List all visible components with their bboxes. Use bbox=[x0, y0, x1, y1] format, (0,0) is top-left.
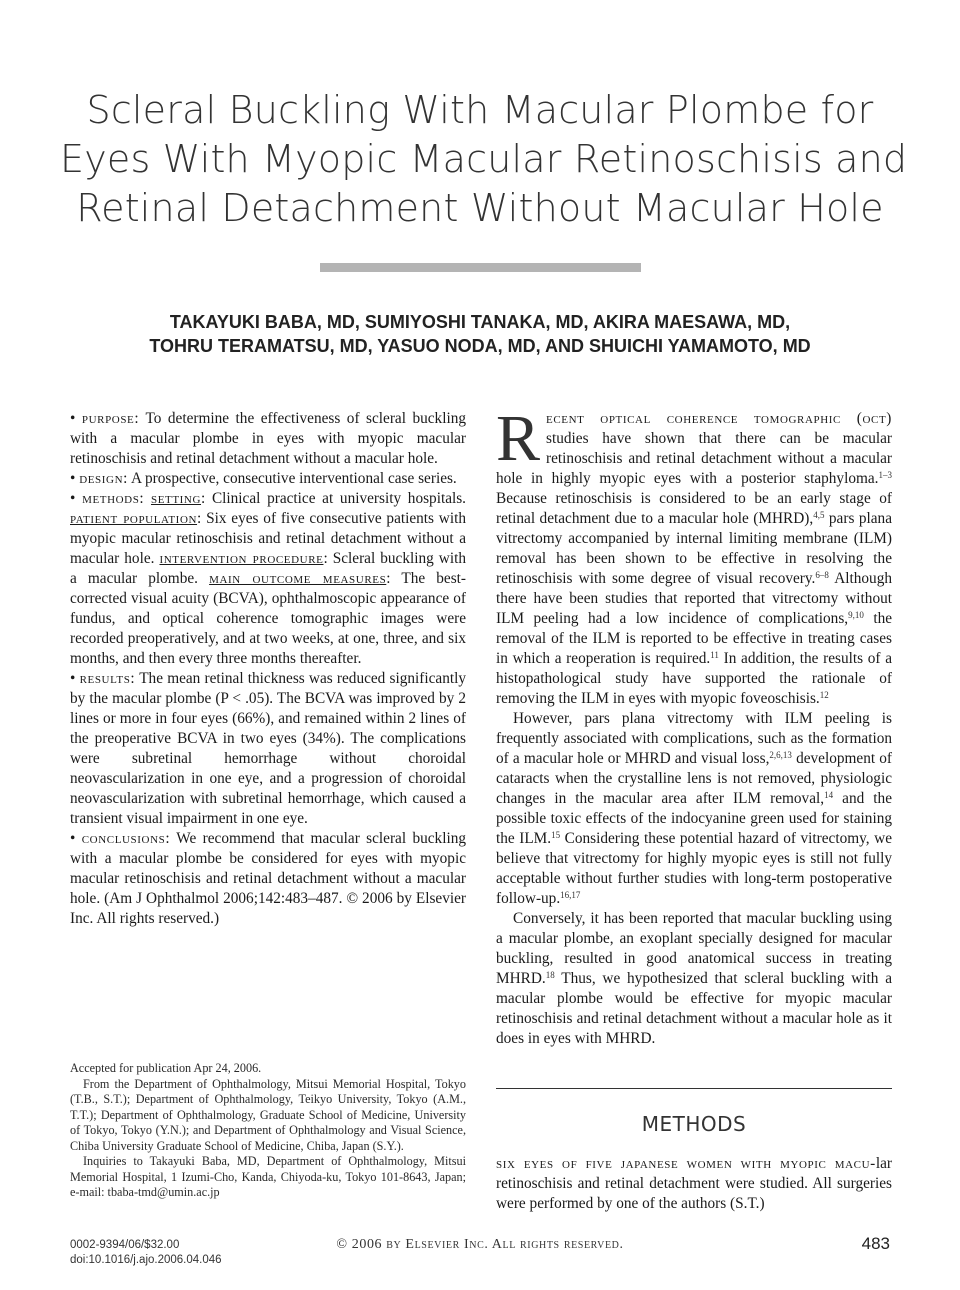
authors-line-2: TOHRU TERAMATSU, MD, YASUO NODA, MD, AND SHUICHI YAMAMOTO, MD bbox=[149, 336, 811, 356]
text-run: studies have shown that there can be macular retinoschisis and retinal detachment without a macular hole in highly myopic eyes with a posterior staphyloma. bbox=[496, 430, 892, 487]
population-text: : Six eyes of five consecutive patients with myopic macular retinoschisis and retinal detachment without a macular hole. bbox=[70, 510, 467, 567]
intro-paragraph-2 bbox=[496, 709, 892, 909]
text-run: Although there have been studies that reported that vitrectomy without ILM peeling had a low incidence of complications, bbox=[496, 570, 892, 627]
abstract-results bbox=[70, 669, 466, 829]
citation: 12 bbox=[819, 690, 829, 700]
footer-identifiers bbox=[70, 1238, 222, 1267]
citation: 14 bbox=[824, 790, 834, 800]
title-line-3: Retinal Detachment Without Macular Hole bbox=[76, 186, 884, 230]
section-divider bbox=[496, 1088, 892, 1089]
citation: 18 bbox=[545, 970, 555, 980]
text-run: development of cataracts when the crystalline lens is not removed, physiologic changes in the macular area after ILM removal, bbox=[496, 750, 892, 807]
abstract-methods bbox=[70, 489, 466, 669]
bullet: • bbox=[70, 830, 76, 847]
abstract-conclusions bbox=[70, 829, 466, 929]
text-run: However, pars plana vitrectomy with ILM peeling is frequently associated with complications, such as the formation of a macular hole or MHRD and visual loss, bbox=[496, 710, 892, 767]
bullet: • bbox=[70, 410, 76, 427]
issn-price: 0002-9394/06/$32.00 bbox=[70, 1239, 180, 1251]
design-text: A prospective, consecutive interventional case series. bbox=[127, 470, 457, 487]
citation: 16,17 bbox=[560, 890, 581, 900]
doi: doi:10.1016/j.ajo.2006.04.046 bbox=[70, 1253, 222, 1266]
title-divider bbox=[320, 263, 641, 272]
population-label: patient population bbox=[70, 510, 198, 527]
text-run: Conversely, it has been reported that macular buckling using a macular plombe, an exoplant specially designed for macular buckling, resulted in good anatomical success in treating MHRD. bbox=[496, 910, 892, 987]
citation: 2,6,13 bbox=[769, 750, 792, 760]
accepted-note: Accepted for publication Apr 24, 2006. bbox=[70, 1061, 262, 1075]
citation: 11 bbox=[710, 650, 719, 660]
text-run: and the possible toxic effects of the indocyanine green used for staining the ILM. bbox=[496, 790, 892, 847]
conclusions-label: conclusions: bbox=[81, 830, 171, 847]
purpose-label: purpose: bbox=[81, 410, 140, 427]
abstract-purpose bbox=[70, 409, 466, 469]
methods-heading: METHODS bbox=[641, 1112, 747, 1136]
results-label: results: bbox=[79, 670, 136, 687]
bullet: • bbox=[70, 490, 76, 507]
text-run: the removal of the ILM is reported to be effective in treating cases in which a reoperation is required. bbox=[496, 610, 893, 667]
abstract-design bbox=[70, 469, 466, 489]
methods-text bbox=[496, 1154, 892, 1214]
outcome-text: : The best-corrected visual acuity (BCVA), ophthalmoscopic appearance of fundus, and optical coherence tomographic images were recorded preoperatively, and at two weeks, at one, three, and six months, and then every three months thereafter. bbox=[70, 570, 466, 667]
intro-lead: ecent optical coherence tomographic (oct) bbox=[546, 410, 892, 427]
authors-line-1: TAKAYUKI BABA, MD, SUMIYOSHI TANAKA, MD, AKIRA MAESAWA, MD, bbox=[169, 312, 791, 332]
correspondence-note: Inquiries to Takayuki Baba, MD, Department of Ophthalmology, Mitsui Memorial Hospital, 1 Izumi-Cho, Kanda, Chiyoda-ku, Tokyo 101-8643, Japan; e-mail: tbaba-tmd@umin.ac.jp bbox=[70, 1154, 466, 1199]
results-text: The mean retinal thickness was reduced significantly by the macular plombe (P < .05). The BCVA was improved by 2 lines or more in four eyes (66%), and remained within 2 lines of the preoperative BCVA in two eyes (34%). The complications were subretinal hemorrhage without choroidal neovascularization in one eye, and a progression of choroidal neovascularization with subretinal hemorrhage, which caused a transient visual impairment in one eye. bbox=[70, 670, 466, 827]
text-run: Considering these potential hazard of vitrectomy, we believe that vitrectomy for highly myopic eyes is still not fully acceptable without further studies with long-term postoperative follow-up. bbox=[496, 830, 892, 907]
copyright-notice: © 2006 by Elsevier Inc. All rights reserved. bbox=[336, 1237, 624, 1252]
author-list bbox=[60, 310, 900, 358]
citation: 6–8 bbox=[815, 570, 829, 580]
citation: 1–3 bbox=[878, 470, 892, 480]
intervention-text: : Scleral buckling with a macular plombe. bbox=[70, 550, 466, 587]
text-run: lar retinoschisis and retinal detachment were studied. All surgeries were performed by one of the authors (S.T.) bbox=[496, 1155, 892, 1212]
text-run: Because retinoschisis is considered to be an early stage of retinal detachment due to a macular hole (MHRD), bbox=[496, 490, 892, 527]
affiliations-note: From the Department of Ophthalmology, Mitsui Memorial Hospital, Tokyo (T.B., S.T.); Department of Ophthalmology, Teikyo University, Tokyo (A.M., T.T.); Department of Ophthalmology, Graduate School of Medicine, University of Tokyo, Tokyo (Y.N.); and Department of Ophthalmology and Visual Science, Chiba University Graduate School of Medicine, Chiba, Japan (S.Y.). bbox=[70, 1076, 466, 1153]
intro-paragraph-3 bbox=[496, 909, 892, 1049]
bullet: • bbox=[70, 470, 76, 487]
bullet: • bbox=[70, 670, 76, 687]
intro-paragraph-1 bbox=[496, 402, 893, 709]
title-line-2: Eyes With Myopic Macular Retinoschisis and bbox=[60, 137, 908, 181]
title-line-1: Scleral Buckling With Macular Plombe for bbox=[86, 88, 874, 132]
citation: 15 bbox=[551, 830, 561, 840]
abstract bbox=[70, 409, 466, 929]
article-footnote bbox=[70, 1061, 466, 1201]
page-number: 483 bbox=[861, 1234, 890, 1253]
intervention-label: intervention procedure bbox=[159, 550, 324, 567]
purpose-text: To determine the effectiveness of scleral buckling with a macular plombe in eyes with myopic macular retinoschisis and retinal detachment without a macular hole. bbox=[70, 410, 467, 467]
methods-paragraph bbox=[496, 1154, 892, 1214]
text-run: pars plana vitrectomy accompanied by internal limiting membrane (ILM) removal has been shown to be effective in resolving the retinoschisis with some degree of visual recovery. bbox=[496, 510, 892, 587]
setting-text: : Clinical practice at university hospitals. bbox=[201, 490, 467, 507]
conclusions-text: We recommend that macular scleral buckling with a macular plombe be considered for eyes with myopic macular retinoschisis and retinal detachment without a macular hole. (Am J Ophthalmol 2006;142:483–487. © 2006 by Elsevier Inc. All rights reserved.) bbox=[70, 830, 466, 927]
citation: 4,5 bbox=[813, 510, 825, 520]
article-title bbox=[60, 86, 908, 233]
text-run: In addition, the results of a histopathological study have supported the rationale of removing the ILM in eyes with myopic foveoschisis. bbox=[496, 650, 892, 707]
citation: 9,10 bbox=[848, 610, 864, 620]
drop-cap: R bbox=[496, 402, 541, 475]
methods-label: methods: bbox=[82, 490, 145, 507]
introduction-text bbox=[496, 402, 893, 1049]
outcome-label: main outcome measures bbox=[209, 570, 387, 587]
setting-label: setting bbox=[150, 490, 202, 507]
methods-lead: six eyes of five japanese women with myopic macu- bbox=[496, 1155, 876, 1172]
text-run: Thus, we hypothesized that scleral buckling with a macular plombe would be effective for myopic macular retinoschisis and retinal detachment without a macular hole as it does in eyes with MHRD. bbox=[496, 970, 892, 1047]
design-label: design: bbox=[79, 470, 128, 487]
